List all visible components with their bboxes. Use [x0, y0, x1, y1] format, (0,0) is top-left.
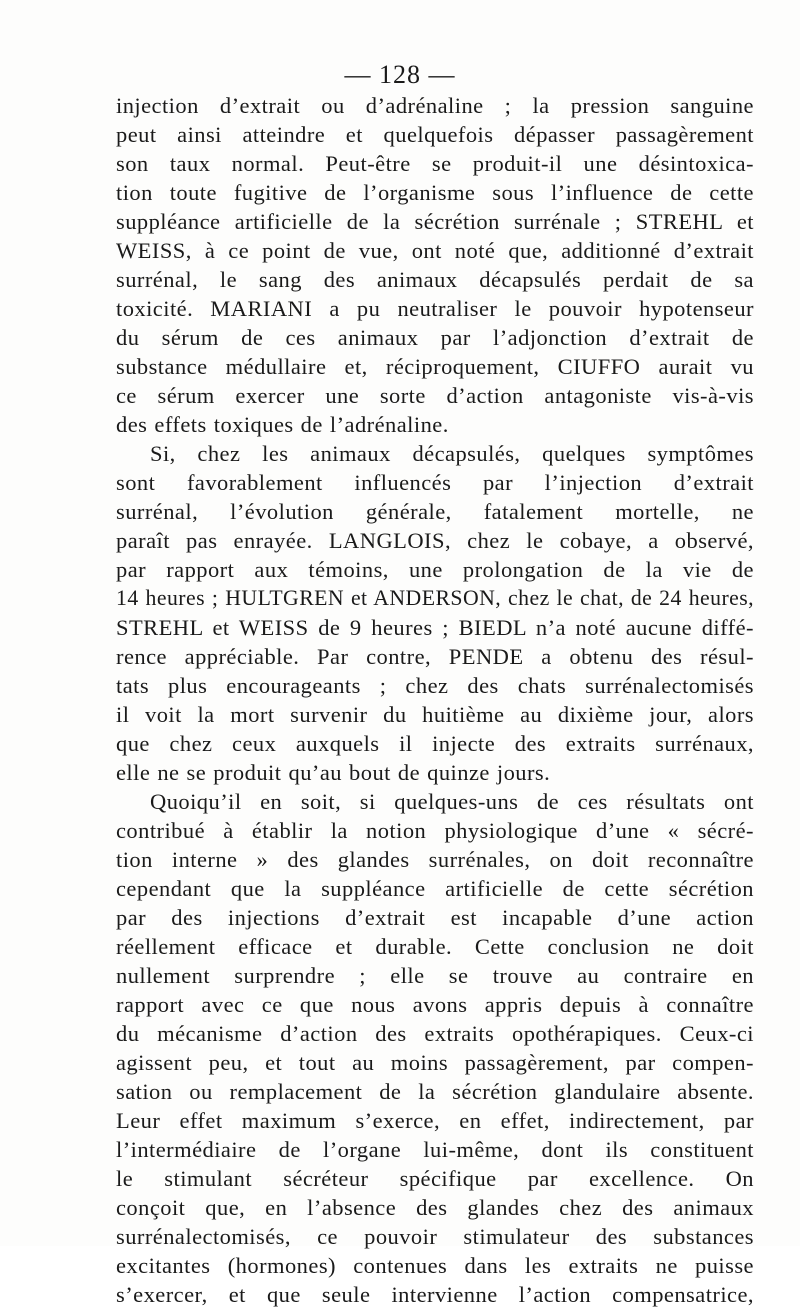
text-line: des effets toxiques de l’adrénaline. — [116, 412, 449, 437]
text-line: suppléance artificielle de la sécrétion surrénale ; STREHL et — [116, 209, 754, 234]
text-line: rence appréciable. Par contre, PENDE a obtenu des résul- — [116, 644, 754, 669]
text-line: Quoiqu’il en soit, si quelques-uns de ces résultats ont — [150, 789, 754, 814]
text-line: sation ou remplacement de la sécrétion glandulaire absente. — [116, 1079, 754, 1104]
text-line: WEISS, à ce point de vue, ont noté que, additionné d’extrait — [116, 238, 754, 263]
text-line: par des injections d’extrait est incapable d’une action — [116, 905, 754, 930]
text-line: que chez ceux auxquels il injecte des extraits surrénaux, — [116, 731, 754, 756]
page-number: — 128 — — [344, 60, 456, 89]
text-line: du mécanisme d’action des extraits opothérapiques. Ceux-ci — [116, 1021, 754, 1046]
text-line: s’exercer, et que seule intervienne l’action compensatrice, — [116, 1282, 754, 1307]
body-text — [116, 91, 754, 1309]
text-line: Leur effet maximum s’exerce, en effet, indirectement, par — [116, 1108, 754, 1133]
text-line: il voit la mort survenir du huitième au dixième jour, alors — [116, 702, 754, 727]
text-line: contribué à établir la notion physiologique d’une « sécré- — [116, 818, 754, 843]
text-line: l’intermédiaire de l’organe lui-même, dont ils constituent — [116, 1137, 754, 1162]
text-line: par rapport aux témoins, une prolongation de la vie de — [116, 557, 754, 582]
text-line: tats plus encourageants ; chez des chats surrénalectomisés — [116, 673, 754, 698]
text-line: toxicité. MARIANI a pu neutraliser le pouvoir hypotenseur — [116, 296, 754, 321]
text-line: Si, chez les animaux décapsulés, quelques symptômes — [150, 441, 754, 466]
text-line: substance médullaire et, réciproquement, CIUFFO aurait vu — [116, 354, 754, 379]
text-line: le stimulant sécréteur spécifique par excellence. On — [116, 1166, 754, 1191]
text-line: paraît pas enrayée. LANGLOIS, chez le cobaye, a observé, — [116, 528, 754, 553]
text-line: STREHL et WEISS de 9 heures ; BIEDL n’a noté aucune diffé- — [116, 615, 754, 640]
text-line: conçoit que, en l’absence des glandes chez des animaux — [116, 1195, 754, 1220]
text-line: surrénal, l’évolution générale, fatalement mortelle, ne — [116, 499, 754, 524]
text-line: réellement efficace et durable. Cette conclusion ne doit — [116, 934, 754, 959]
text-line: excitantes (hormones) contenues dans les extraits ne puisse — [116, 1253, 754, 1278]
text-line: injection d’extrait ou d’adrénaline ; la pression sanguine — [116, 93, 754, 118]
text-line: tion interne » des glandes surrénales, on doit reconnaître — [116, 847, 754, 872]
text-line: cependant que la suppléance artificielle de cette sécrétion — [116, 876, 754, 901]
text-line: surrénalectomisés, ce pouvoir stimulateur des substances — [116, 1224, 754, 1249]
text-line: 14 heures ; HULTGREN et ANDERSON, chez le chat, de 24 heures, — [116, 586, 754, 610]
text-line: peut ainsi atteindre et quelquefois dépasser passagèrement — [116, 122, 754, 147]
text-line: rapport avec ce que nous avons appris depuis à connaître — [116, 992, 754, 1017]
text-line: ce sérum exercer une sorte d’action antagoniste vis-à-vis — [116, 383, 754, 408]
text-line: tion toute fugitive de l’organisme sous l’influence de cette — [116, 180, 754, 205]
text-line: nullement surprendre ; elle se trouve au contraire en — [116, 963, 754, 988]
text-line: sont favorablement influencés par l’injection d’extrait — [116, 470, 754, 495]
text-line: du sérum de ces animaux par l’adjonction d’extrait de — [116, 325, 754, 350]
text-line: elle ne se produit qu’au bout de quinze jours. — [116, 760, 551, 785]
text-line: son taux normal. Peut-être se produit-il une désintoxica- — [116, 151, 754, 176]
text-line: surrénal, le sang des animaux décapsulés perdait de sa — [116, 267, 754, 292]
text-line: agissent peu, et tout au moins passagèrement, par compen- — [116, 1050, 754, 1075]
